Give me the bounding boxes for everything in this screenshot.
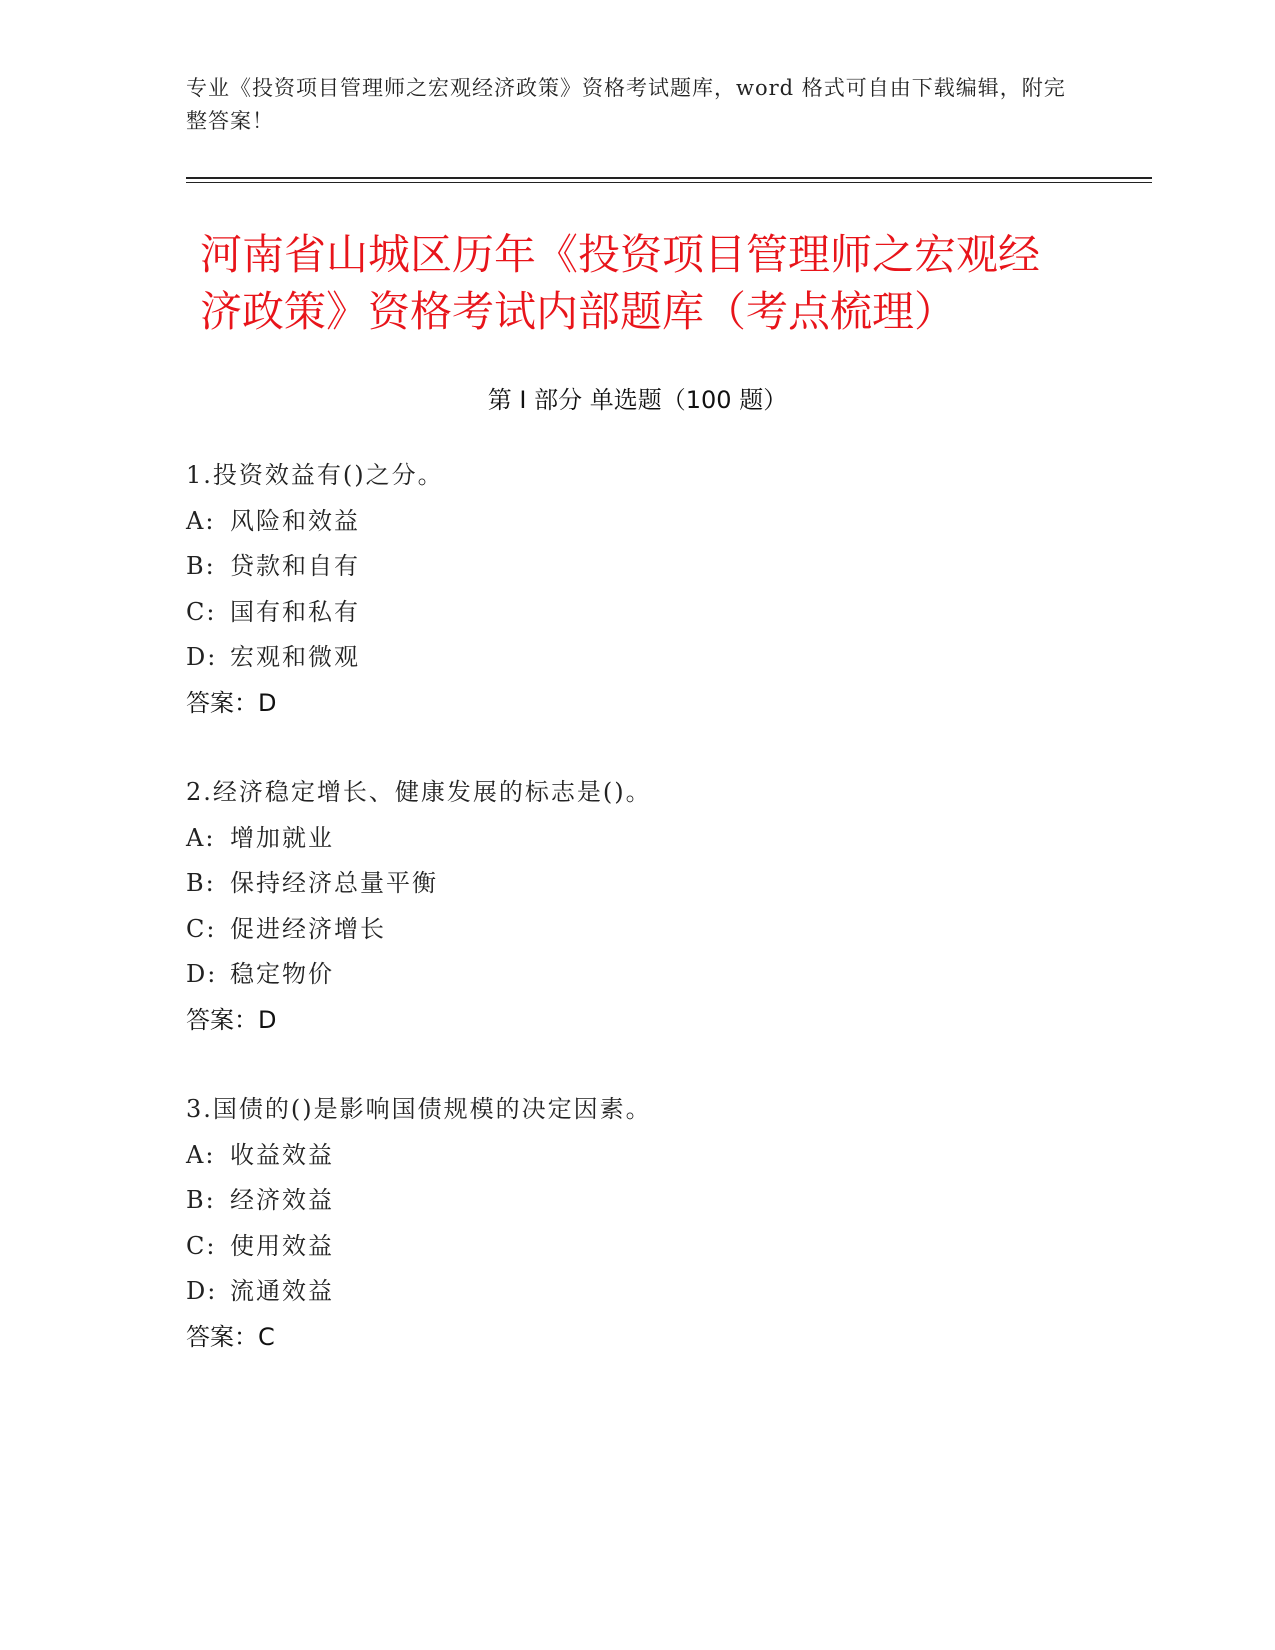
answer: 答案：D <box>186 1005 277 1034</box>
option-text: 贷款和自有 <box>230 552 360 580</box>
option-key: C: <box>186 1231 217 1260</box>
question-3 <box>186 1087 1086 1360</box>
option-text: 国有和私有 <box>230 597 360 626</box>
option-text: 稳定物价 <box>230 960 334 988</box>
option-key: A: <box>186 506 216 535</box>
option-d <box>186 1269 1086 1315</box>
option-key: D: <box>186 960 218 988</box>
header-rule-thick <box>186 177 1152 179</box>
option-b <box>186 544 1086 590</box>
option-a <box>186 1133 1086 1179</box>
option-key: C: <box>186 597 217 626</box>
option-b <box>186 861 1086 907</box>
answer: 答案：D <box>186 688 277 717</box>
option-key: B: <box>186 869 216 897</box>
option-c <box>186 907 1086 953</box>
answer: 答案：C <box>186 1322 275 1351</box>
option-text: 宏观和微观 <box>230 643 360 671</box>
option-text: 流通效益 <box>230 1277 334 1305</box>
header-rule-thin <box>186 182 1152 183</box>
question-stem: 3.国债的()是影响国债规模的决定因素。 <box>186 1095 652 1123</box>
option-a <box>186 816 1086 862</box>
option-text: 增加就业 <box>230 823 334 852</box>
option-key: B: <box>186 1186 216 1214</box>
question-1 <box>186 453 1086 726</box>
option-b <box>186 1178 1086 1224</box>
option-d <box>186 635 1086 681</box>
option-key: A: <box>186 823 216 852</box>
option-text: 保持经济总量平衡 <box>230 869 438 897</box>
option-text: 使用效益 <box>230 1231 334 1260</box>
option-key: D: <box>186 643 218 671</box>
option-d <box>186 952 1086 998</box>
option-c <box>186 1224 1086 1270</box>
option-key: A: <box>186 1140 216 1169</box>
option-key: C: <box>186 914 217 943</box>
option-a <box>186 499 1086 545</box>
question-stem: 2.经济稳定增长、健康发展的标志是()。 <box>186 778 652 806</box>
header-note: 专业《投资项目管理师之宏观经济政策》资格考试题库，word 格式可自由下载编辑，附完整答案！ <box>186 76 1066 133</box>
question-stem: 1.投资效益有()之分。 <box>186 461 444 489</box>
option-text: 收益效益 <box>230 1140 334 1169</box>
document-title: 河南省山城区历年《投资项目管理师之宏观经济政策》资格考试内部题库（考点梳理） <box>200 230 1041 336</box>
option-text: 风险和效益 <box>230 506 360 535</box>
option-key: B: <box>186 552 216 580</box>
section-title: 第 I 部分 单选题（100 题） <box>487 386 788 414</box>
option-c <box>186 590 1086 636</box>
question-2 <box>186 770 1086 1043</box>
option-text: 促进经济增长 <box>230 914 386 943</box>
option-text: 经济效益 <box>230 1186 334 1214</box>
option-key: D: <box>186 1277 218 1305</box>
